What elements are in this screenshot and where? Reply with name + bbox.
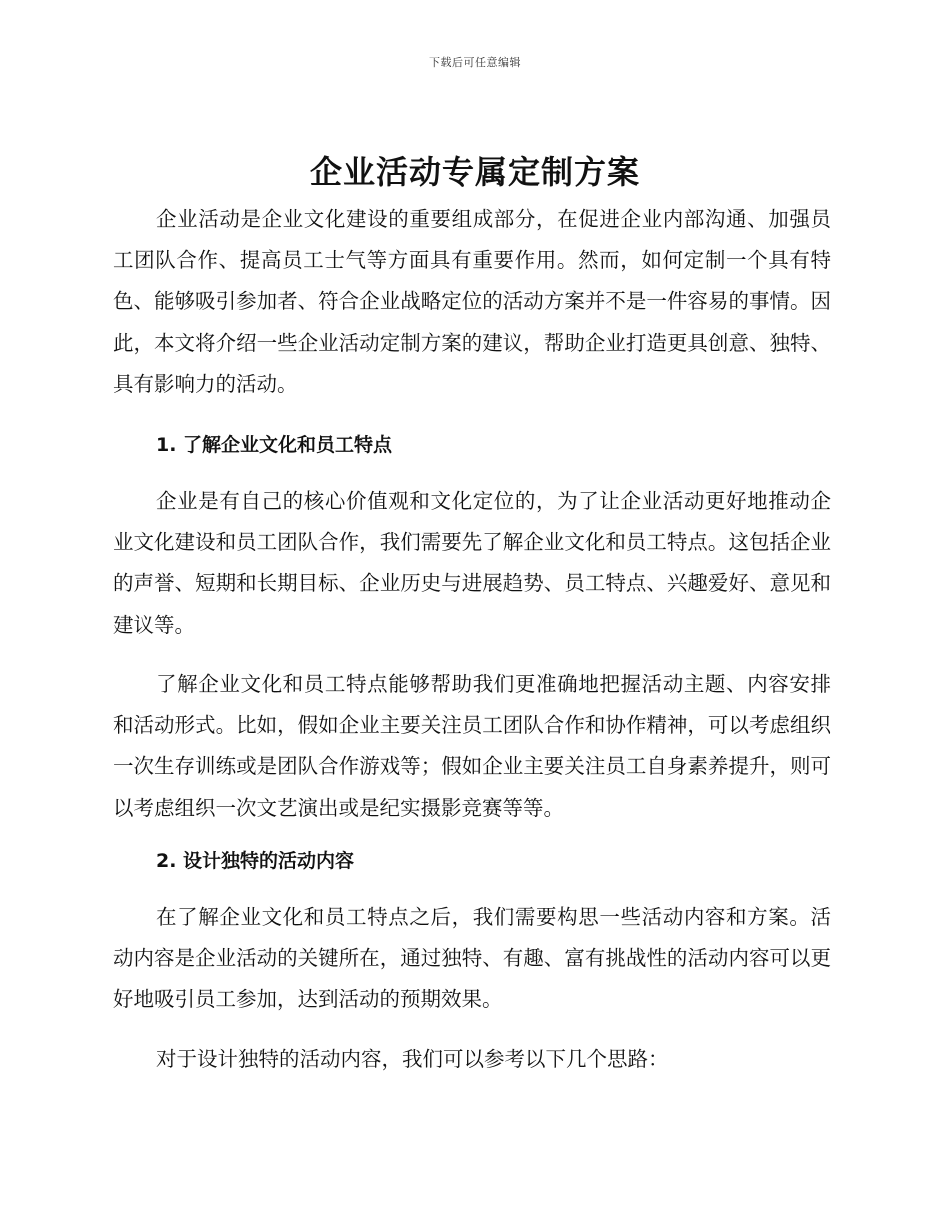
- section-1-paragraph-2: 了解企业文化和员工特点能够帮助我们更准确地把握活动主题、内容安排和活动形式。比如，假如企业主要关注员工团队合作和协作精神，可以考虑组织一次生存训练或是团队合作游戏等；假如企业主要关注员工自身素养提升，则可以考虑组织一次文艺演出或是纪实摄影竞赛等等。: [113, 672, 831, 820]
- page-title: 企业活动专属定制方案: [309, 153, 640, 191]
- intro-paragraph: 企业活动是企业文化建设的重要组成部分，在促进企业内部沟通、加强员工团队合作、提高员工士气等方面具有重要作用。然而，如何定制一个具有特色、能够吸引参加者、符合企业战略定位的活动方案并不是一件容易的事情。因此，本文将介绍一些企业活动定制方案的建议，帮助企业打造更具创意、独特、具有影响力的活动。: [113, 207, 831, 396]
- section-2-heading: 2. 设计独特的活动内容: [156, 850, 355, 872]
- section-1-paragraph-1: 企业是有自己的核心价值观和文化定位的，为了让企业活动更好地推动企业文化建设和员工团队合作，我们需要先了解企业文化和员工特点。这包括企业的声誉、短期和长期目标、企业历史与进展趋势、员工特点、兴趣爱好、意见和建议等。: [113, 489, 831, 637]
- section-2-paragraph-1: 在了解企业文化和员工特点之后，我们需要构思一些活动内容和方案。活动内容是企业活动的关键所在，通过独特、有趣、富有挑战性的活动内容可以更好地吸引员工参加，达到活动的预期效果。: [113, 905, 831, 1012]
- header-note: 下载后可任意编辑: [429, 56, 521, 69]
- section-2-paragraph-2: 对于设计独特的活动内容，我们可以参考以下几个思路：: [156, 1047, 669, 1071]
- section-1-heading: 1. 了解企业文化和员工特点: [156, 434, 393, 456]
